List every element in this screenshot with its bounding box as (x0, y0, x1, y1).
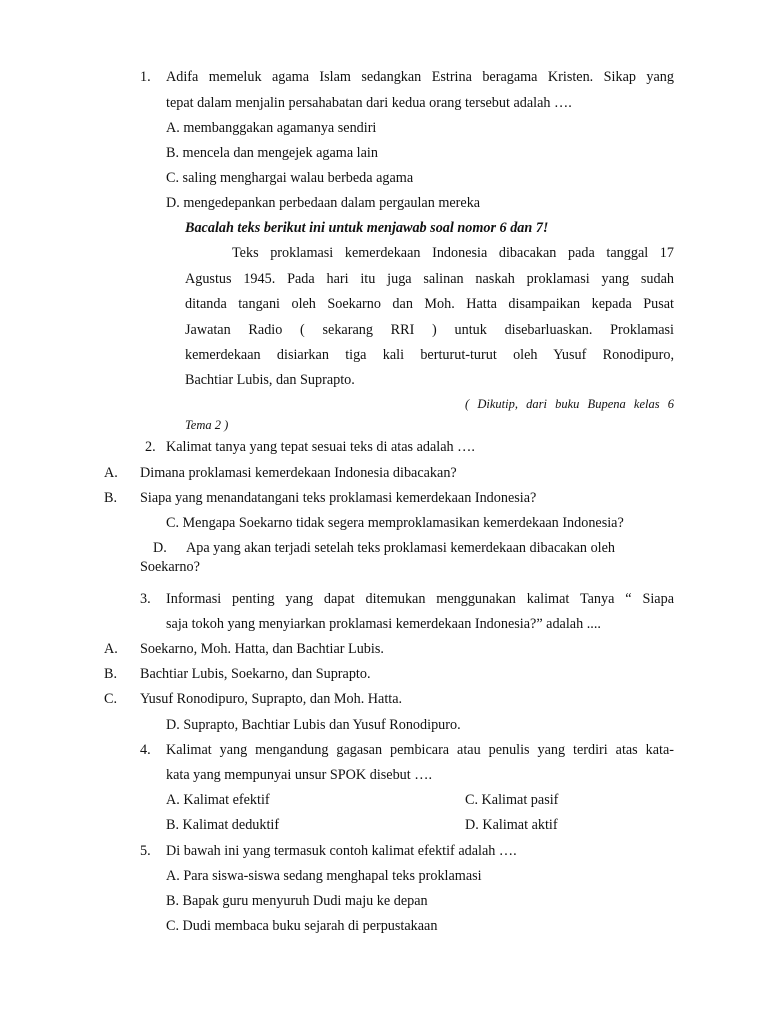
q3-option-d: D. Suprapto, Bachtiar Lubis dan Yusuf Ronodipuro. (166, 717, 461, 733)
q4-option-b: B. Kalimat deduktif (166, 817, 280, 833)
q1-text-line2: tepat dalam menjalin persahabatan dari kedua orang tersebut adalah …. (166, 95, 572, 111)
q3-option-c: Yusuf Ronodipuro, Suprapto, dan Moh. Hatta. (140, 691, 403, 707)
passage-instruction: Bacalah teks berikut ini untuk menjawab soal nomor 6 dan 7! (185, 220, 549, 236)
passage-line: Bachtiar Lubis, dan Suprapto. (185, 372, 355, 388)
q3-number: 3. (140, 591, 151, 607)
q4-option-c: C. Kalimat pasif (465, 792, 559, 808)
q4-text-line2: kata yang mempunyai unsur SPOK disebut …. (166, 767, 432, 783)
q3-option-b-label: B. (104, 666, 118, 682)
q2-option-b-label: B. (104, 490, 118, 506)
q3-option-c-label: C. (104, 691, 118, 707)
passage-line: kemerdekaan disiarkan tiga kali berturut-turut oleh Yusuf Ronodipuro, (185, 347, 674, 363)
q1-option-b: B. mencela dan mengejek agama lain (166, 145, 378, 161)
q1-option-a: A. membanggakan agamanya sendiri (166, 120, 377, 136)
q5-option-a: A. Para siswa-siswa sedang menghapal teks proklamasi (166, 868, 482, 884)
q4-text-line1: Kalimat yang mengandung gagasan pembicara atau penulis yang terdiri atas kata- (166, 742, 674, 758)
q1-text-line1: Adifa memeluk agama Islam sedangkan Estrina beragama Kristen. Sikap yang (166, 69, 674, 85)
q2-option-a: Dimana proklamasi kemerdekaan Indonesia dibacakan? (140, 465, 457, 481)
q5-option-b: B. Bapak guru menyuruh Dudi maju ke depan (166, 893, 428, 909)
q5-option-c: C. Dudi membaca buku sejarah di perpustakaan (166, 918, 438, 934)
q4-number: 4. (140, 742, 151, 758)
q3-option-a-label: A. (104, 641, 118, 657)
q1-number: 1. (140, 69, 151, 85)
q1-option-c: C. saling menghargai walau berbeda agama (166, 170, 414, 186)
passage-source-cont: Tema 2 ) (185, 418, 229, 432)
q4-option-d: D. Kalimat aktif (465, 817, 558, 833)
q5-text: Di bawah ini yang termasuk contoh kalimat efektif adalah …. (166, 843, 517, 859)
q2-option-d-label: D. (153, 540, 167, 556)
q3-option-a: Soekarno, Moh. Hatta, dan Bachtiar Lubis. (140, 641, 384, 657)
passage-line: Teks proklamasi kemerdekaan Indonesia dibacakan pada tanggal 17 (232, 245, 674, 261)
q1-option-d: D. mengedepankan perbedaan dalam pergaulan mereka (166, 195, 481, 211)
q2-option-c: C. Mengapa Soekarno tidak segera memproklamasikan kemerdekaan Indonesia? (166, 515, 624, 531)
q5-number: 5. (140, 843, 151, 859)
q4-option-a: A. Kalimat efektif (166, 792, 270, 808)
q2-option-b: Siapa yang menandatangani teks proklamasi kemerdekaan Indonesia? (140, 490, 537, 506)
q3-text-line2: saja tokoh yang menyiarkan proklamasi kemerdekaan Indonesia?” adalah .... (166, 616, 601, 632)
passage-source: ( Dikutip, dari buku Bupena kelas 6 (465, 397, 674, 411)
passage-line: Agustus 1945. Pada hari itu juga salinan naskah proklamasi yang sudah (185, 271, 674, 287)
q2-text: Kalimat tanya yang tepat sesuai teks di atas adalah …. (166, 439, 475, 455)
passage-line: Jawatan Radio ( sekarang RRI ) untuk disebarluaskan. Proklamasi (185, 322, 674, 338)
q2-number: 2. (145, 439, 156, 455)
q2-option-a-label: A. (104, 465, 118, 481)
q2-option-d-cont: Soekarno? (140, 559, 200, 575)
q3-option-b: Bachtiar Lubis, Soekarno, dan Suprapto. (140, 666, 371, 682)
q3-text-line1: Informasi penting yang dapat ditemukan menggunakan kalimat Tanya “ Siapa (166, 591, 674, 607)
q2-option-d: Apa yang akan terjadi setelah teks proklamasi kemerdekaan dibacakan oleh (186, 540, 615, 556)
passage-line: ditanda tangani oleh Soekarno dan Moh. Hatta disampaikan kepada Pusat (185, 296, 674, 312)
